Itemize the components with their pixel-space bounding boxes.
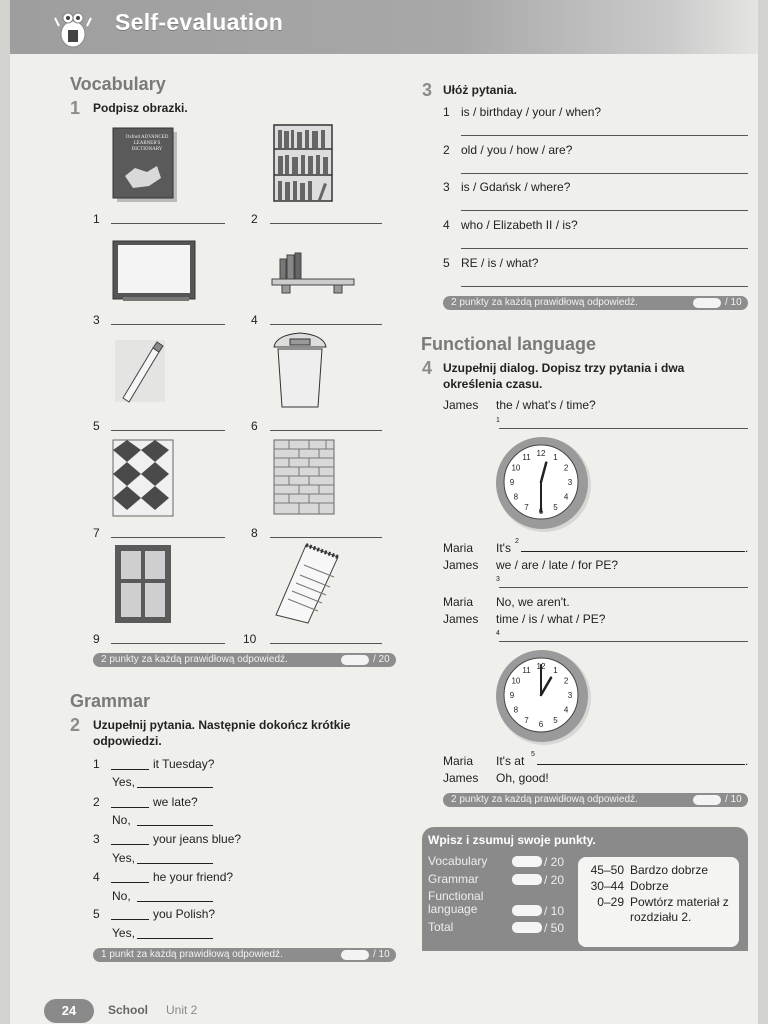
clock-number: 6 (538, 720, 544, 729)
clock-number: 5 (553, 503, 558, 513)
answer-line[interactable] (461, 248, 748, 249)
gap-line[interactable] (111, 882, 149, 883)
summary-total: / 10 (544, 904, 565, 918)
answer-line[interactable] (461, 135, 748, 136)
footer-unit: Unit 2 (166, 1003, 198, 1017)
page-title: Self-evaluation (115, 9, 284, 35)
scale-grade: Bardzo dobrze (630, 863, 709, 877)
exercise-instruction: Uzupełnij pytania. Następnie dokończ krótkie odpowiedzi. (93, 718, 351, 748)
gap-number: 5 (531, 751, 535, 758)
item-number: 10 (243, 632, 257, 646)
points-text: 2 punkty za każdą prawidłową odpowiedź. (451, 297, 638, 308)
dialog-text: the / what's / time? (496, 398, 596, 412)
points-text: 1 punkt za każdą prawidłową odpowiedź. (101, 949, 283, 960)
answer-line[interactable] (137, 938, 213, 939)
answer-start: Yes, (112, 926, 135, 940)
dictionary-cover-text: Oxford ADVANCED LEARNER'S DICTIONARY (125, 135, 169, 152)
clock-icon (494, 650, 594, 746)
summary-label: Vocabulary (428, 854, 488, 868)
points-text: 2 punkty za każdą prawidłową odpowiedź. (451, 794, 638, 805)
points-total: / 10 (725, 794, 742, 805)
speaker-name: Maria (443, 754, 474, 768)
score-summary (422, 827, 748, 951)
clock-number: 7 (524, 716, 529, 726)
item-number: 2 (93, 795, 100, 809)
score-box[interactable] (512, 856, 542, 867)
dialog-text: we / are / late / for PE? (496, 558, 619, 572)
item-number: 3 (93, 313, 100, 327)
dialog-text: It's (496, 541, 511, 555)
clock-number: 3 (567, 691, 573, 700)
item-number: 5 (93, 907, 100, 921)
clock-number: 11 (522, 665, 531, 675)
item-number: 3 (93, 832, 100, 846)
answer-line[interactable] (270, 223, 382, 224)
clock-number: 10 (511, 463, 521, 473)
score-box[interactable] (341, 950, 369, 960)
summary-total: / 20 (544, 855, 565, 869)
question-text: he your friend? (153, 870, 234, 884)
clock-number: 8 (513, 705, 519, 715)
pen-picture (115, 340, 167, 404)
score-box[interactable] (693, 298, 721, 308)
clock-number: 6 (538, 507, 544, 516)
gap-number: 3 (496, 576, 500, 583)
footer-section: School (108, 1003, 149, 1017)
summary-title: Wpisz i zsumuj swoje punkty. (428, 833, 596, 847)
answer-line[interactable] (499, 641, 748, 642)
clock-number: 11 (522, 452, 531, 462)
question-text: you Polish? (153, 907, 216, 921)
summary-total: / 20 (544, 873, 565, 887)
whiteboard-picture (113, 241, 197, 303)
gap-number: 4 (496, 630, 500, 637)
exercise-number: 4 (422, 358, 433, 378)
exercise-instruction: Ułóż pytania. (443, 83, 518, 97)
speaker-name: James (443, 558, 479, 572)
item-number: 7 (93, 526, 100, 540)
item-number: 4 (443, 218, 450, 232)
wall-picture (274, 440, 336, 516)
score-box[interactable] (512, 874, 542, 885)
answer-line[interactable] (461, 173, 748, 174)
clock-number: 1 (553, 452, 558, 462)
summary-label: Grammar (428, 872, 479, 886)
answer-line[interactable] (461, 286, 748, 287)
shelf-picture (272, 251, 356, 297)
item-number: 1 (93, 212, 100, 226)
bookcase-picture (274, 125, 334, 203)
answer-line[interactable] (270, 324, 382, 325)
question-text: we late? (153, 795, 198, 809)
clock-number: 4 (563, 705, 569, 715)
notepad-picture (272, 543, 340, 625)
scale-range: 45–50 (590, 863, 624, 877)
answer-line[interactable] (111, 324, 225, 325)
prompt-text: is / Gdańsk / where? (461, 180, 571, 194)
item-number: 4 (93, 870, 100, 884)
gap-line[interactable] (111, 769, 149, 770)
item-number: 3 (443, 180, 450, 194)
answer-line[interactable] (270, 537, 382, 538)
speaker-name: James (443, 612, 479, 626)
summary-total: / 50 (544, 921, 565, 935)
clock-number: 10 (511, 676, 521, 686)
answer-line[interactable] (137, 825, 213, 826)
window-picture (115, 545, 173, 625)
answer-line[interactable] (137, 901, 213, 902)
clock-number: 7 (524, 503, 529, 513)
exercise-number: 1 (70, 98, 81, 118)
clock-number: 3 (567, 478, 573, 487)
score-box[interactable] (512, 905, 542, 916)
full-stop: . (745, 541, 749, 555)
score-box[interactable] (693, 795, 721, 805)
clock-number: 9 (509, 478, 515, 487)
clock-number: 12 (536, 449, 546, 458)
dialog-text: It's at (496, 754, 525, 768)
dialog-text: time / is / what / PE? (496, 612, 606, 626)
answer-start: No, (112, 813, 131, 827)
gap-number: 2 (515, 538, 519, 545)
gap-number: 1 (496, 417, 500, 424)
item-number: 9 (93, 632, 100, 646)
answer-start: Yes, (112, 775, 135, 789)
answer-line[interactable] (537, 764, 745, 765)
dialog-text: Oh, good! (496, 771, 549, 785)
points-bar (443, 296, 748, 310)
dialog-text: No, we aren't. (496, 595, 570, 609)
vocabulary-heading: Vocabulary (70, 74, 166, 94)
clock-number: 2 (563, 463, 569, 473)
points-total: / 20 (373, 654, 390, 665)
speaker-name: Maria (443, 595, 474, 609)
gap-line[interactable] (111, 807, 149, 808)
item-number: 6 (251, 419, 258, 433)
clock-number: 9 (509, 691, 515, 700)
clock-number: 2 (563, 676, 569, 686)
answer-line[interactable] (137, 863, 213, 864)
item-number: 5 (93, 419, 100, 433)
points-bar (93, 948, 396, 962)
functional-heading: Functional language (421, 334, 597, 354)
grade-scale (578, 857, 739, 947)
exercise-instruction: Uzupełnij dialog. Dopisz trzy pytania i dwa określenia czasu. (443, 361, 685, 391)
points-total: / 10 (725, 297, 742, 308)
answer-line[interactable] (499, 587, 748, 588)
exercise-number: 3 (422, 80, 433, 100)
exercise-instruction: Podpisz obrazki. (93, 101, 188, 115)
question-text: your jeans blue? (153, 832, 242, 846)
speaker-name: Maria (443, 541, 474, 555)
answer-line[interactable] (521, 551, 745, 552)
item-number: 8 (251, 526, 258, 540)
scale-range: 30–44 (590, 879, 624, 893)
clock-icon (494, 437, 594, 533)
clock-number: 12 (536, 662, 546, 671)
speaker-name: James (443, 398, 479, 412)
answer-line[interactable] (111, 643, 225, 644)
scale-grade: Powtórz materiał z rozdziału 2. (630, 895, 729, 924)
clock-number: 1 (553, 665, 558, 675)
answer-line[interactable] (499, 428, 748, 429)
item-number: 1 (93, 757, 100, 771)
prompt-text: old / you / how / are? (461, 143, 573, 157)
answer-line[interactable] (111, 223, 225, 224)
scale-grade: Dobrze (630, 879, 669, 893)
speaker-name: James (443, 771, 479, 785)
answer-line[interactable] (137, 787, 213, 788)
item-number: 1 (443, 105, 450, 119)
summary-label: Functional language (428, 889, 484, 916)
points-bar (443, 793, 748, 807)
clock-number: 8 (513, 492, 519, 502)
clock-number: 4 (563, 492, 569, 502)
points-bar (93, 653, 396, 667)
gap-line[interactable] (111, 919, 149, 920)
prompt-text: who / Elizabeth II / is? (461, 218, 578, 232)
item-number: 4 (251, 313, 258, 327)
full-stop: . (745, 754, 749, 768)
answer-line[interactable] (111, 537, 225, 538)
page-number: 24 (44, 999, 94, 1023)
answer-line[interactable] (270, 430, 382, 431)
score-box[interactable] (512, 922, 542, 933)
scale-range: 0–29 (597, 895, 624, 909)
prompt-text: is / birthday / your / when? (461, 105, 602, 119)
item-number: 2 (251, 212, 258, 226)
gap-line[interactable] (111, 844, 149, 845)
answer-line[interactable] (111, 430, 225, 431)
prompt-text: RE / is / what? (461, 256, 539, 270)
floor-picture (113, 440, 175, 518)
score-box[interactable] (341, 655, 369, 665)
points-total: / 10 (373, 949, 390, 960)
points-text: 2 punkty za każdą prawidłową odpowiedź. (101, 654, 288, 665)
grammar-heading: Grammar (70, 691, 151, 711)
answer-start: No, (112, 889, 131, 903)
clock-number: 5 (553, 716, 558, 726)
question-text: it Tuesday? (153, 757, 215, 771)
answer-start: Yes, (112, 851, 135, 865)
mascot-icon (54, 6, 92, 50)
summary-label: Total (428, 920, 454, 934)
bin-picture (270, 331, 330, 411)
item-number: 5 (443, 256, 450, 270)
answer-line[interactable] (461, 210, 748, 211)
answer-line[interactable] (270, 643, 382, 644)
exercise-number: 2 (70, 715, 81, 735)
item-number: 2 (443, 143, 450, 157)
